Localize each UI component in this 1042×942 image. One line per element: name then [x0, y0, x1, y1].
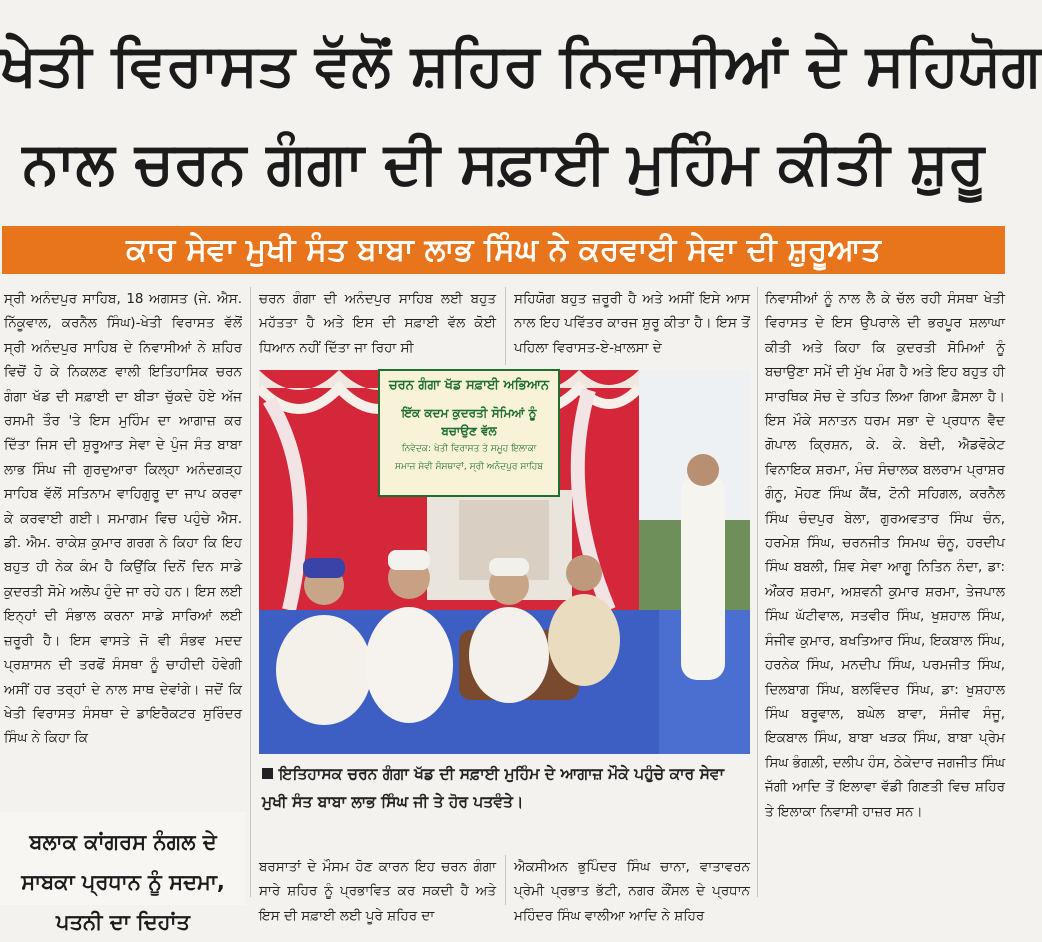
- headline-line-1: ਖੇਤੀ ਵਿਰਾਸਤ ਵੱਲੋਂ ਸ਼ਹਿਰ ਨਿਵਾਸੀਆਂ ਦੇ ਸਹਿਯੋਗ: [0, 31, 1042, 99]
- subheadline-banner: ਕਾਰ ਸੇਵਾ ਮੁਖੀ ਸੰਤ ਬਾਬਾ ਲਾਭ ਸਿੰਘ ਨੇ ਕਰਵਾਈ ਸੇਵਾ ਦੀ ਸ਼ੁਰੂਆਤ: [2, 226, 1005, 274]
- photo-banner-line-1: ਚਰਨ ਗੰਗਾ ਖੱਡ ਸਫ਼ਾਈ ਅਭਿਆਨ: [388, 378, 550, 393]
- photo-caption-text: ਇਤਿਹਾਸਕ ਚਰਨ ਗੰਗਾ ਖੱਡ ਦੀ ਸਫ਼ਾਈ ਮੁਹਿੰਮ ਦੇ ਆਗਾਜ਼ ਮੌਕੇ ਪਹੁੰਚੇ ਕਾਰ ਸੇਵਾ ਮੁਖੀ ਸੰਤ ਬਾਬਾ ਲਾਭ ਸਿੰਘ ਜੀ ਤੇ ਹੋਰ ਪਤਵੰਤੇ।: [262, 765, 725, 811]
- event-photo: [259, 370, 750, 754]
- side-story-line-2: ਸਾਬਕਾ ਪ੍ਰਧਾਨ ਨੂੰ ਸਦਮਾ,: [21, 870, 225, 894]
- column-divider: [250, 287, 251, 897]
- caption-bullet-icon: [262, 768, 273, 779]
- photo-banner-line-4: ਸਮਾਜ ਸੇਵੀ ਸੰਸਥਾਵਾਂ, ਸ੍ਰੀ ਅਨੰਦਪੁਰ ਸਾਹਿਬ: [395, 462, 543, 472]
- side-story-line-3: ਪਤਨੀ ਦਾ ਦਿਹਾਂਤ: [56, 910, 190, 934]
- side-story-headline: [4, 822, 242, 942]
- column-divider: [757, 287, 758, 897]
- article-column-3-bottom: ਐਕਸੀਅਨ ਭੁਪਿੰਦਰ ਸਿੰਘ ਚਾਨਾ, ਵਾਤਾਵਰਨ ਪ੍ਰੇਮੀ ਪ੍ਰਭਾਤ ਭੱਟੀ, ਨਗਰ ਕੌਂਸਲ ਦੇ ਪ੍ਰਧਾਨ ਮਹਿੰਦਰ ਸਿੰਘ ਵਾਲੀਆ ਆਦਿ ਨੇ ਸ਼ਹਿਰ: [514, 859, 750, 924]
- column-divider: [505, 287, 506, 365]
- photo-banner-line-3: ਨਿਵੇਦਕ: ਖੇਤੀ ਵਿਰਾਸਤ ਤੇ ਸਮੂਹ ਇਲਾਕਾ: [401, 444, 537, 454]
- column-divider: [505, 855, 506, 905]
- side-story-line-1: ਬਲਾਕ ਕਾਂਗਰਸ ਨੰਗਲ ਦੇ: [29, 830, 217, 854]
- article-column-4: ਨਿਵਾਸੀਆਂ ਨੂੰ ਨਾਲ ਲੈ ਕੇ ਚੱਲ ਰਹੀ ਸੰਸਥਾ ਖੇਤੀ ਵਿਰਾਸਤ ਦੇ ਇਸ ਉਪਰਾਲੇ ਦੀ ਭਰਪੂਰ ਸ਼ਲਾਘਾ ਕੀਤੀ ਅਤੇ ਕਿਹਾ ਕਿ ਕੁਦਰਤੀ ਸੋਮਿਆਂ ਨੂੰ ਬਚਾਉਣਾ ਸਮੇਂ ਦੀ ਮੁੱਖ ਮੰਗ ਹੈ ਅਤੇ ਇਹ ਬਹੁਤ ਹੀ ਸਾਰਥਿਕ ਸੋਚ ਦੇ ਤਹਿਤ ਲਿਆ ਗਿਆ ਫ਼ੈਸਲਾ ਹੈ। ਇਸ ਮੌਕੇ ਸਨਾਤਨ ਧਰਮ ਸਭਾ ਦੇ ਪ੍ਰਧਾਨ ਵੈਦ ਗੋਪਾਲ ਕ੍ਰਿਸ਼ਨ, ਕੇ. ਕੇ. ਬੇਦੀ, ਐਡਵੋਕੇਟ ਵਿਨਾਇਕ ਸ਼ਰਮਾ, ਮੰਚ ਸੰਚਾਲਕ ਬਲਰਾਮ ਪ੍ਰਾਸ਼ਰ ਗੰਨੂ, ਮੋਹਣ ਸਿੰਘ ਕੈਂਥ, ਟੋਨੀ ਸਹਿਗਲ, ਕਰਨੈਲ ਸਿੰਘ ਚੰਦਪੁਰ ਬੇਲਾ, ਗੁਰਅਵਤਾਰ ਸਿੰਘ ਚੰਨ, ਹਰਮੇਸ਼ ਸਿੰਘ, ਚਰਨਜੀਤ ਸਿਮਘ ਚੰਨੂ, ਹਰਦੀਪ ਸਿੰਘ ਬਬਲੀ, ਸ਼ਿਵ ਸੇਵਾ ਆਗੂ ਨਿਤਿਨ ਨੰਦਾ, ਡਾ: ਔਂਕਰ ਸ਼ਰਮਾ, ਅਸ਼ਵਨੀ ਕੁਮਾਰ ਸ਼ਰਮਾ, ਤੇਜਪਾਲ ਸਿੰਘ ਘੱਟੀਵਾਲ, ਸਤਵੀਰ ਸਿੰਘ, ਖੁਸ਼ਹਾਲ ਸਿੰਘ, ਸੰਜੀਵ ਕੁਮਾਰ, ਬਖਤਿਆਰ ਸਿੰਘ, ਇਕਬਾਲ ਸਿੰਘ, ਹਰਨੇਕ ਸਿੰਘ, ਮਨਦੀਪ ਸਿੰਘ, ਪਰਮਜੀਤ ਸਿੰਘ, ਦਿਲਬਾਗ ਸਿੰਘ, ਬਲਵਿੰਦਰ ਸਿੰਘ, ਡਾ: ਖੁਸ਼ਹਾਲ ਸਿੰਘ ਬਰੂਵਾਲ, ਬਘੇਲ ਬਾਵਾ, ਸੰਜੀਵ ਸੰਜੂ, ਇਕਬਾਲ ਸਿੰਘ, ਬਾਬਾ ਖੜਕ ਸਿੰਘ, ਬਾਬਾ ਪ੍ਰੇਮ ਸਿਘ ਭੰਗਲ਼ੀ, ਦਲੀਪ ਹੰਸ, ਠੇਕੇਦਾਰ ਜਗਜੀਤ ਸਿੰਘ ਜੱਗੀ ਆਦਿ ਤੋਂ ਇਲਾਵਾ ਵੱਡੀ ਗਿਣਤੀ ਵਿਚ ਸ਼ਹਿਰ ਤੇ ਇਲਾਕਾ ਨਿਵਾਸੀ ਹਾਜ਼ਰ ਸਨ।: [765, 291, 1005, 820]
- article-column-3-top: ਸਹਿਯੋਗ ਬਹੁਤ ਜ਼ਰੂਰੀ ਹੈ ਅਤੇ ਅਸੀਂ ਇਸੇ ਆਸ ਨਾਲ ਇਹ ਪਵਿੱਤਰ ਕਾਰਜ ਸ਼ੁਰੂ ਕੀਤਾ ਹੈ। ਇਸ ਤੋਂ ਪਹਿਲਾ ਵਿਰਾਸਤ-ਏ-ਖ਼ਾਲਸਾ ਦੇ: [514, 291, 750, 356]
- article-column-1: ਸ੍ਰੀ ਅਨੰਦਪੁਰ ਸਾਹਿਬ, 18 ਅਗਸਤ (ਜੇ. ਐਸ. ਨਿੱਕੂਵਾਲ, ਕਰਨੈਲ ਸਿੰਘ)-ਖੇਤੀ ਵਿਰਾਸਤ ਵੱਲੋਂ ਸ੍ਰੀ ਅਨੰਦਪੁਰ ਸਾਹਿਬ ਦੇ ਨਿਵਾਸੀਆਂ ਨੇ ਸ਼ਹਿਰ ਵਿਚੋਂ ਹੋ ਕੇ ਨਿਕਲਣ ਵਾਲੀ ਇਤਿਹਾਸਿਕ ਚਰਨ ਗੰਗਾ ਖੱਡ ਦੀ ਸਫ਼ਾਈ ਦਾ ਬੀੜਾ ਚੁੱਕਦੇ ਹੋਏ ਅੱਜ ਰਸਮੀ ਤੌਰ 'ਤੇ ਇਸ ਮੁਹਿੰਮ ਦਾ ਆਗਾਜ਼ ਕਰ ਦਿੱਤਾ ਜਿਸ ਦੀ ਸ਼ੁਰੂਆਤ ਸੇਵਾ ਦੇ ਪੁੰਜ ਸੰਤ ਬਾਬਾ ਲਾਭ ਸਿੰਘ ਜੀ ਗੁਰਦੁਆਰਾ ਕਿਲ੍ਹਾ ਅਨੰਦਗੜ੍ਹ ਸਾਹਿਬ ਵੱਲੋਂ ਸਤਿਨਾਮ ਵਾਹਿਗੁਰੂ ਦਾ ਜਾਪ ਕਰਵਾ ਕੇ ਕਰਵਾਈ ਗਈ। ਸਮਾਗਮ ਵਿਚ ਪਹੁੰਚੇ ਐਸ. ਡੀ. ਐਮ. ਰਾਕੇਸ਼ ਕੁਮਾਰ ਗਰਗ ਨੇ ਕਿਹਾ ਕਿ ਇਹ ਬਹੁਤ ਹੀ ਨੇਕ ਕੰਮ ਹੈ ਕਿਉਂਕਿ ਦਿਨੋਂ ਦਿਨ ਸਾਡੇ ਕੁਦਰਤੀ ਸੋਮੇ ਅਲੋਪ ਹੁੰਦੇ ਜਾ ਰਹੇ ਹਨ। ਇਸ ਲਈ ਇਨ੍ਹਾਂ ਦੀ ਸੰਭਾਲ ਕਰਨਾ ਸਾਡੇ ਸਾਰਿਆਂ ਲਈ ਜ਼ਰੂਰੀ ਹੈ। ਇਸ ਵਾਸਤੇ ਜੋ ਵੀ ਸੰਭਵ ਮਦਦ ਪ੍ਰਸ਼ਾਸਨ ਦੀ ਤਰਫੋਂ ਸੰਸਥਾ ਨੂੰ ਚਾਹੀਦੀ ਹੋਵੇਗੀ ਅਸੀਂ ਹਰ ਤਰ੍ਹਾਂ ਦੇ ਨਾਲ ਸਾਥ ਦੇਵਾਂਗੇ। ਜਦੋਂ ਕਿ ਖੇਤੀ ਵਿਰਾਸਤ ਸੰਸਥਾ ਦੇ ਡਾਇਰੈਕਟਰ ਸੁਰਿੰਦਰ ਸਿੰਘ ਨੇ ਕਿਹਾ ਕਿ: [4, 291, 242, 747]
- photo-caption: [262, 760, 750, 816]
- photo-banner-line-2: ਇੱਕ ਕਦਮ ਕੁਦਰਤੀ ਸੋਮਿਆਂ ਨੂੰ ਬਚਾਉਣ ਵੱਲ: [401, 406, 537, 438]
- headline-line-2: ਨਾਲ ਚਰਨ ਗੰਗਾ ਦੀ ਸਫ਼ਾਈ ਮੁਹਿੰਮ ਕੀਤੀ ਸ਼ੁਰੂ: [22, 129, 985, 197]
- article-column-2-bottom: ਬਰਸਾਤਾਂ ਦੇ ਮੌਸਮ ਹੋਣ ਕਾਰਨ ਇਹ ਚਰਨ ਗੰਗਾ ਸਾਰੇ ਸ਼ਹਿਰ ਨੂੰ ਪ੍ਰਭਾਵਿਤ ਕਰ ਸਕਦੀ ਹੈ ਅਤੇ ਇਸ ਦੀ ਸਫ਼ਾਈ ਲਈ ਪੂਰੇ ਸ਼ਹਿਰ ਦਾ: [259, 859, 496, 924]
- article-column-2-top: ਚਰਨ ਗੰਗਾ ਦੀ ਅਨੰਦਪੁਰ ਸਾਹਿਬ ਲਈ ਬਹੁਤ ਮਹੱਤਤਾ ਹੈ ਅਤੇ ਇਸ ਦੀ ਸਫ਼ਾਈ ਵੱਲ ਕੋਈ ਧਿਆਨ ਨਹੀਂ ਦਿੱਤਾ ਜਾ ਰਿਹਾ ਸੀ: [259, 291, 496, 356]
